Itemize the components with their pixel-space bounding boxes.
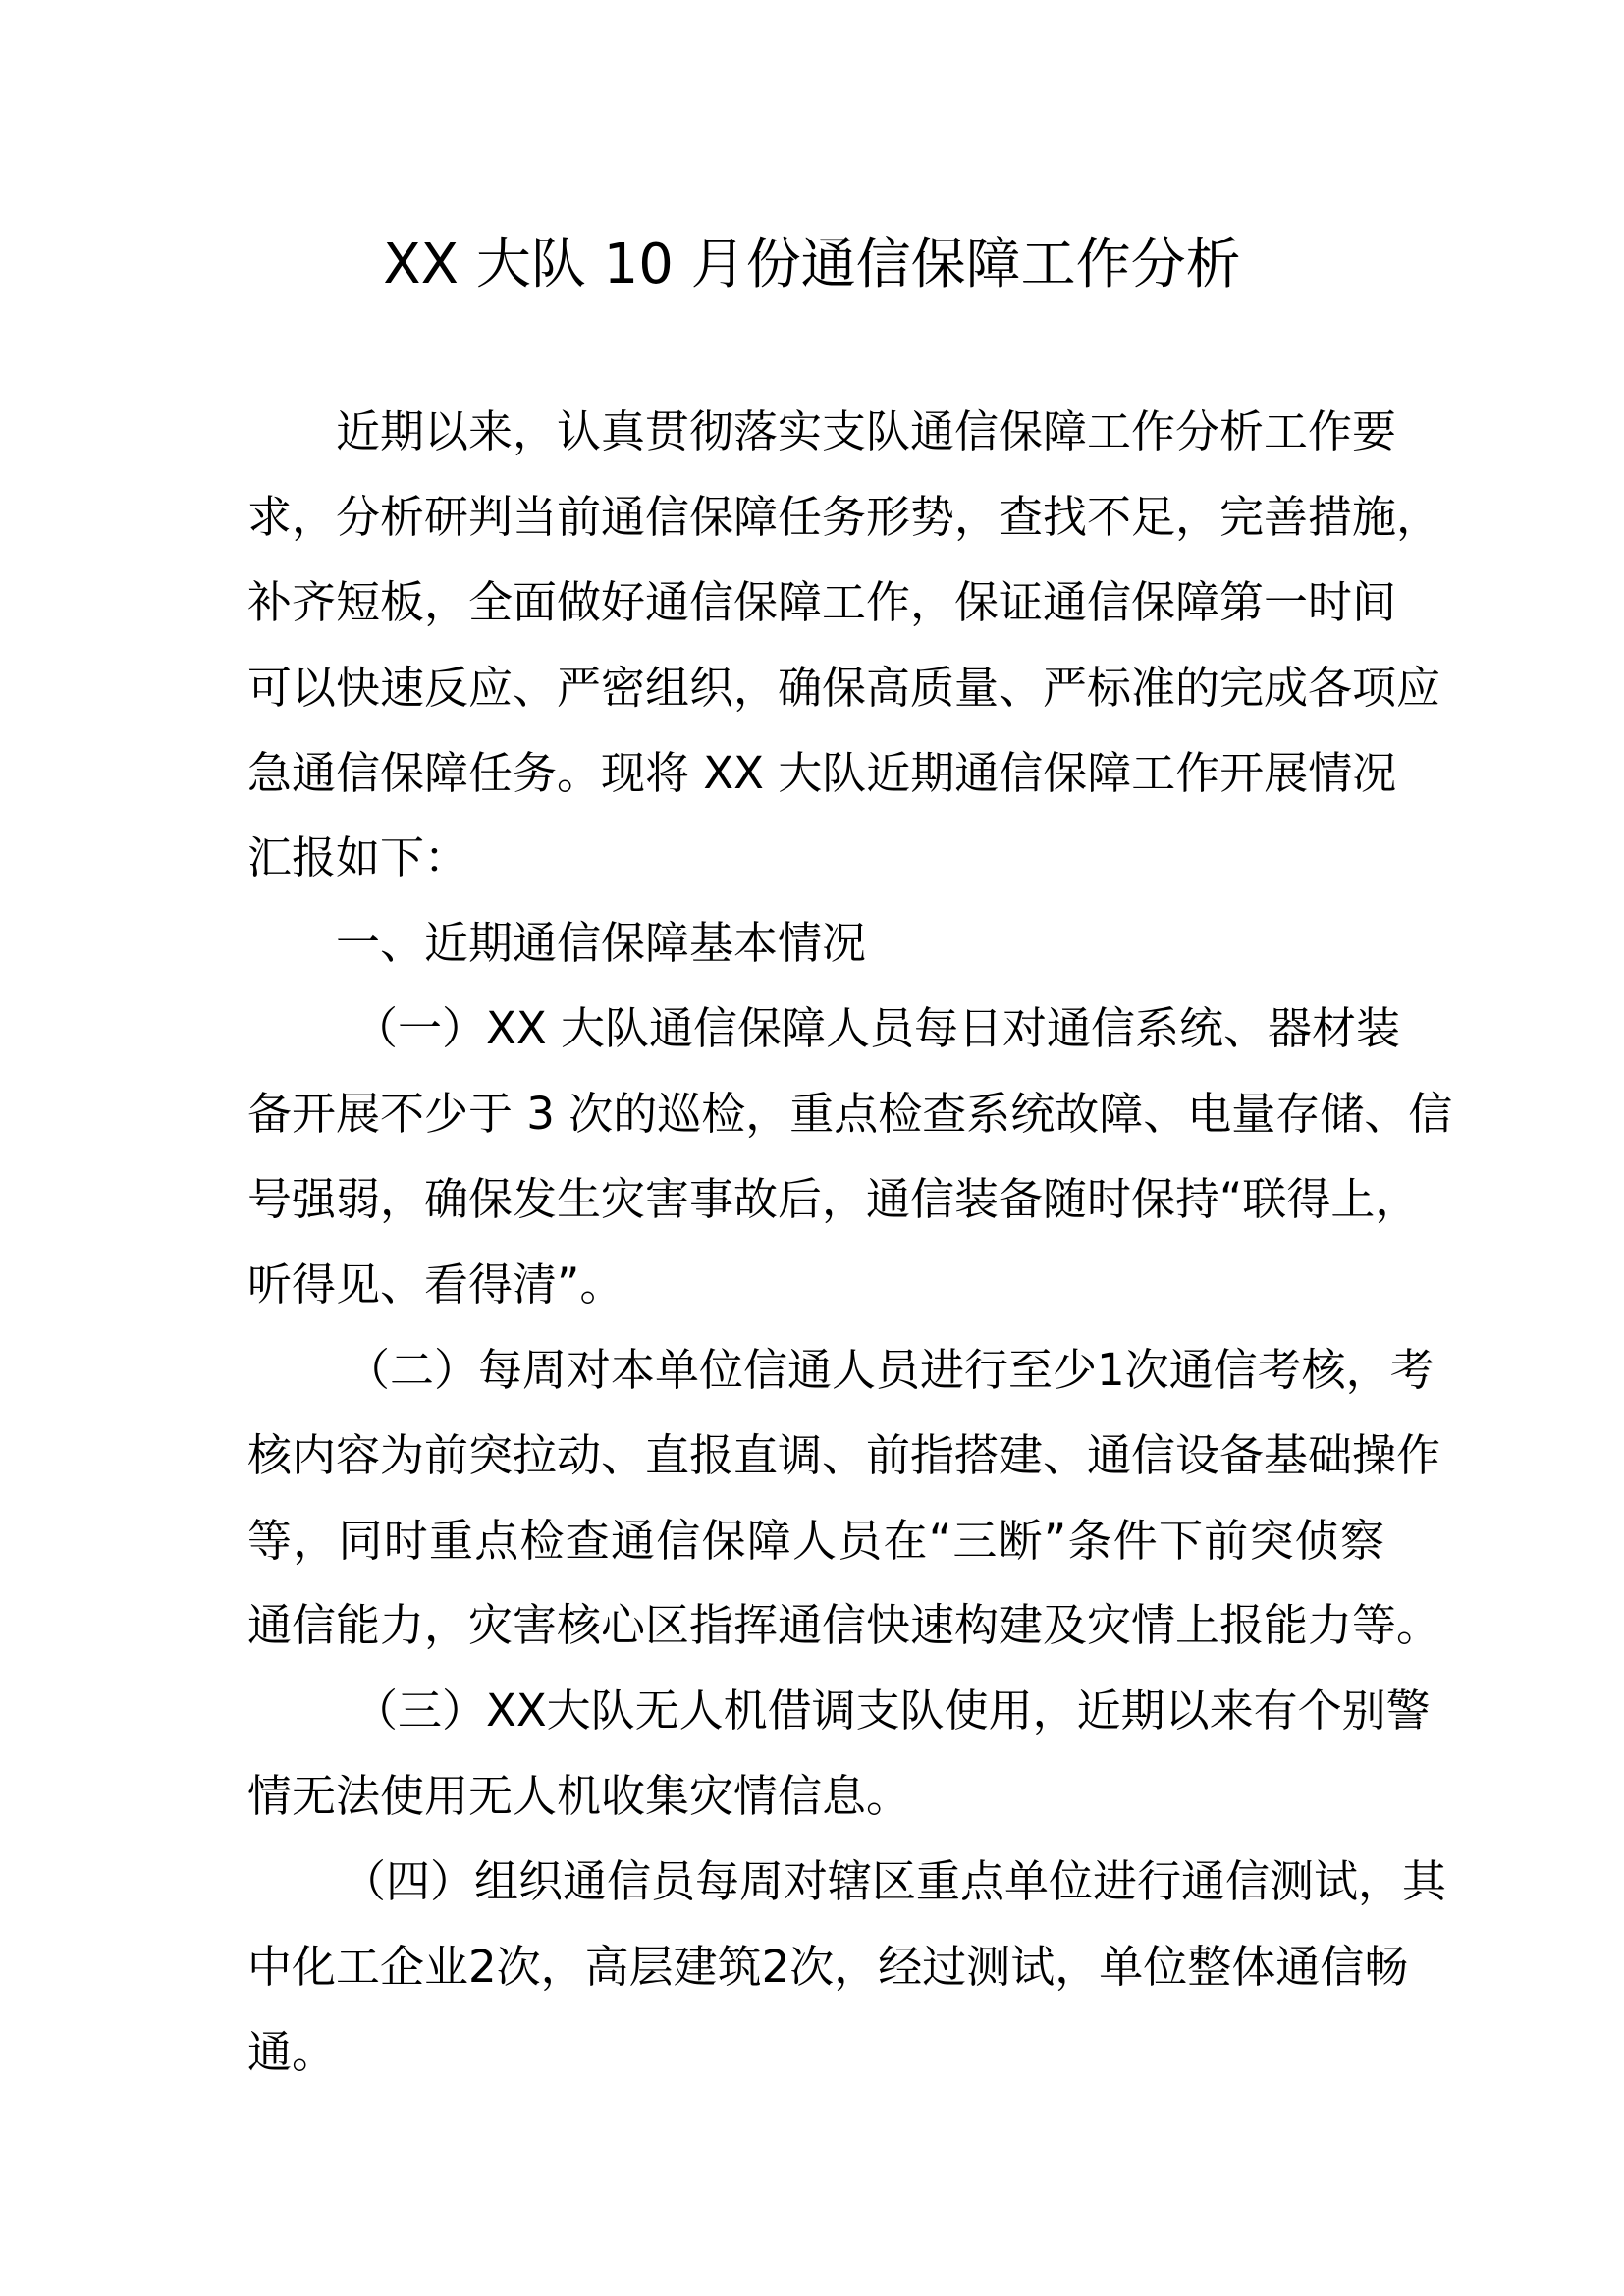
text-line: 近期以来，认真贯彻落实支队通信保障工作分析工作要	[336, 405, 1397, 457]
text-line: （一）XX 大队通信保障人员每日对通信系统、器材装	[353, 1002, 1400, 1055]
text-line: （四）组织通信员每周对辖区重点单位进行通信测试，其	[342, 1855, 1447, 1908]
text-line: 号强弱，确保发生灾害事故后，通信装备随时保持“联得上，	[247, 1173, 1420, 1226]
text-line: 急通信保障任务。现将 XX 大队近期通信保障工作开展情况	[247, 746, 1397, 799]
paragraph	[247, 901, 1384, 987]
text-line: 情无法使用无人机收集灾情信息。	[247, 1770, 911, 1823]
text-line: （三）XX大队无人机借调支队使用，近期以来有个别警	[353, 1684, 1431, 1737]
text-line: 通信能力，灾害核心区指挥通信快速构建及灾情上报能力等。	[247, 1599, 1441, 1652]
text-line: 听得见、看得清”。	[247, 1257, 624, 1310]
paragraph	[247, 390, 1441, 901]
paragraph	[247, 1840, 1447, 2096]
paragraph	[247, 987, 1453, 1328]
text-line: 通。	[247, 2025, 337, 2078]
text-line: 备开展不少于 3 次的巡检，重点检查系统故障、电量存储、信	[247, 1088, 1453, 1141]
text-line: （二）每周对本单位信通人员进行至少1次通信考核，考	[346, 1343, 1435, 1396]
paragraph	[247, 1328, 1441, 1670]
text-line: 可以快速反应、严密组织，确保高质量、严标准的完成各项应	[247, 661, 1441, 714]
document-body	[247, 390, 1453, 2096]
text-line: 补齐短板，全面做好通信保障工作，保证通信保障第一时间	[247, 575, 1397, 628]
text-line: 汇报如下：	[247, 831, 469, 884]
text-line: 一、近期通信保障基本情况	[336, 917, 867, 970]
text-line: 核内容为前突拉动、直报直调、前指搭建、通信设备基础操作	[247, 1428, 1441, 1481]
text-line: 求，分析研判当前通信保障任务形势，查找不足，完善措施，	[247, 490, 1441, 543]
text-line: 等，同时重点检查通信保障人员在“三断”条件下前突侦察	[247, 1514, 1384, 1567]
paragraph	[247, 1669, 1431, 1840]
text-line: 中化工企业2次，高层建筑2次，经过测试，单位整体通信畅	[247, 1941, 1409, 1994]
document-title: XX 大队 10 月份通信保障工作分析	[383, 233, 1241, 296]
